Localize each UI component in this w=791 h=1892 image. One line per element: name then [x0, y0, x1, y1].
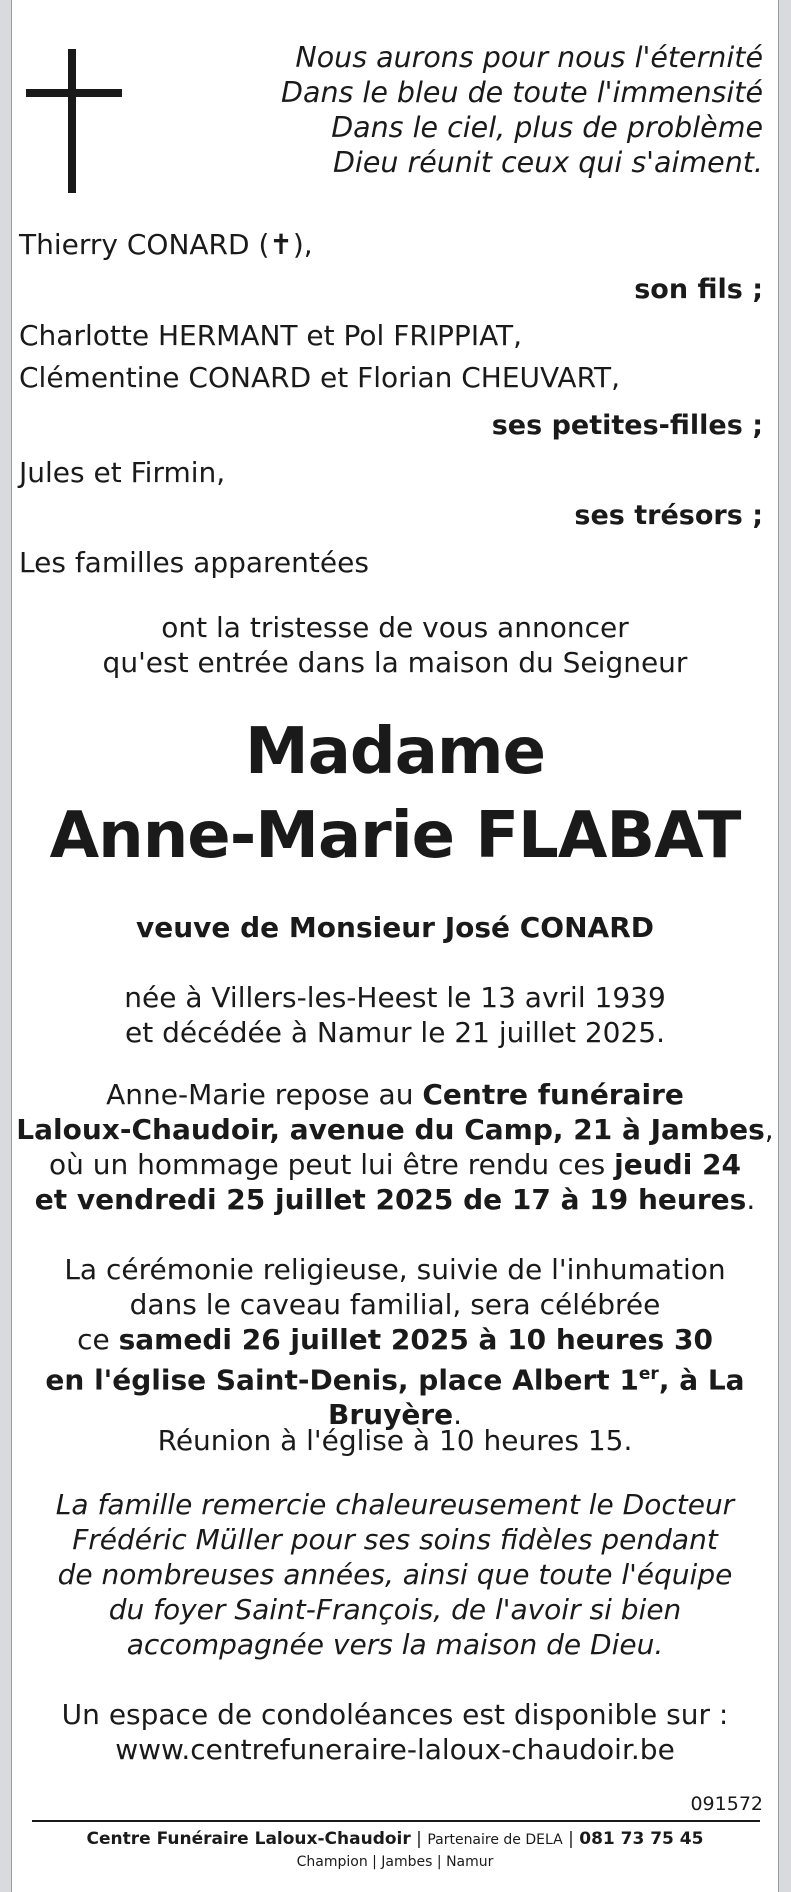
thanks-line: de nombreuses années, ainsi que toute l'équipe: [57, 1558, 733, 1591]
footer-company: Centre Funéraire Laloux-Chaudoir: [86, 1829, 411, 1849]
rest-place: Centre funéraire: [422, 1078, 684, 1111]
rest-paragraph: [12, 1077, 778, 1217]
footer-locations: Champion | Jambes | Namur: [296, 1854, 494, 1870]
poem-line: Nous aurons pour nous l'éternité: [295, 41, 763, 74]
thanks-line: Frédéric Müller pour ses soins fidèles pendant: [72, 1523, 718, 1556]
reference-number: 091572: [690, 1793, 763, 1815]
rest-address: Laloux-Chaudoir, avenue du Camp, 21 à Jambes: [16, 1113, 765, 1146]
obituary-page: [11, 0, 779, 1892]
ceremony-sup: er: [638, 1364, 659, 1384]
ceremony-line: La cérémonie religieuse, suivie de l'inhumation: [64, 1253, 726, 1286]
birth-death: [12, 980, 778, 1050]
ceremony-place: , à La Bruyère: [327, 1363, 745, 1432]
ceremony-text: ce: [77, 1323, 119, 1356]
ceremony-text: .: [453, 1398, 463, 1432]
treasures-role: ses trésors ;: [574, 500, 763, 531]
thanks-line: accompagnée vers la maison de Dieu.: [126, 1628, 664, 1661]
cross-icon: [26, 49, 122, 193]
footer-separator: |: [416, 1829, 422, 1849]
ceremony-place: en l'église Saint-Denis, place Albert 1: [45, 1363, 639, 1397]
rest-date: et vendredi 25 juillet 2025 de 17 à 19 heures: [34, 1183, 747, 1216]
born-line: née à Villers-les-Heest le 13 avril 1939: [124, 981, 666, 1014]
footer: [12, 1828, 778, 1873]
announce-line: ont la tristesse de vous annoncer: [161, 611, 629, 644]
granddaughters-role: ses petites-filles ;: [491, 410, 763, 441]
widow-of: veuve de Monsieur José CONARD: [135, 911, 655, 944]
meeting: Réunion à l'église à 10 heures 15.: [157, 1424, 633, 1457]
announce-line: qu'est entrée dans la maison du Seigneur: [102, 646, 688, 679]
footer-separator: |: [568, 1829, 574, 1849]
granddaughter-line: Charlotte HERMANT et Pol FRIPPIAT,: [19, 319, 523, 352]
deceased-name-block: [12, 710, 778, 878]
condolences-url[interactable]: www.centrefuneraire-laloux-chaudoir.be: [115, 1733, 675, 1766]
poem: [281, 40, 763, 180]
son-name: Thierry CONARD (✝),: [19, 228, 313, 261]
condolences: [12, 1697, 778, 1767]
deceased-name: Anne-Marie FLABAT: [49, 799, 741, 873]
treasures-names: Jules et Firmin,: [19, 456, 226, 489]
poem-line: Dans le bleu de toute l'immensité: [281, 76, 763, 109]
poem-line: Dieu réunit ceux qui s'aiment.: [332, 146, 763, 179]
footer-partner: Partenaire de DELA: [427, 1832, 563, 1848]
condolences-line: Un espace de condoléances est disponible sur :: [61, 1698, 729, 1731]
died-line: et décédée à Namur le 21 juillet 2025.: [124, 1016, 665, 1049]
poem-line: Dans le ciel, plus de problème: [331, 111, 763, 144]
ceremony-line: dans le caveau familial, sera célébrée: [129, 1288, 661, 1321]
footer-divider: [32, 1820, 760, 1822]
rest-text: .: [746, 1183, 756, 1216]
thanks-line: du foyer Saint-François, de l'avoir si bien: [108, 1593, 682, 1626]
deceased-title: Madame: [245, 715, 545, 789]
thanks-paragraph: [12, 1487, 778, 1662]
rest-text: Anne-Marie repose au: [106, 1078, 423, 1111]
relatives: Les familles apparentées: [19, 546, 369, 579]
rest-date: jeudi 24: [614, 1148, 741, 1181]
rest-text: ,: [764, 1113, 774, 1146]
announcement: [12, 610, 778, 680]
ceremony-paragraph: [12, 1252, 778, 1432]
thanks-line: La famille remercie chaleureusement le Docteur: [55, 1488, 735, 1521]
granddaughter-line: Clémentine CONARD et Florian CHEUVART,: [19, 361, 620, 394]
footer-phone: 081 73 75 45: [579, 1829, 704, 1849]
rest-text: où un hommage peut lui être rendu ces: [49, 1148, 615, 1181]
son-role: son fils ;: [634, 274, 763, 305]
ceremony-date: samedi 26 juillet 2025 à 10 heures 30: [118, 1323, 713, 1356]
